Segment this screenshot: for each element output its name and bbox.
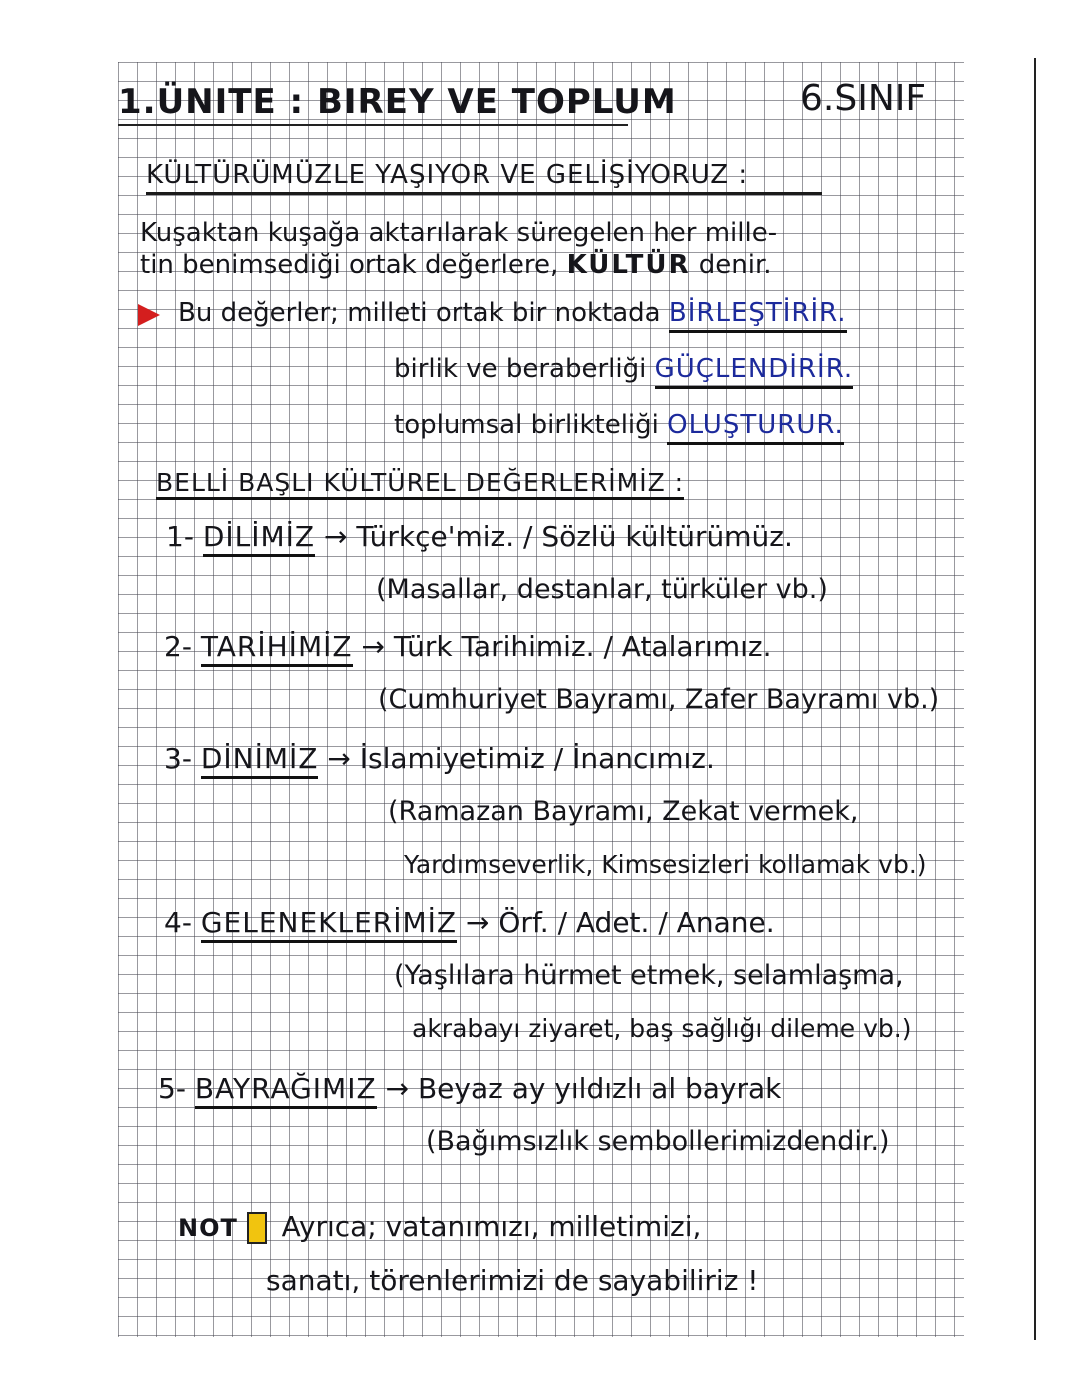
value-item-2 xyxy=(164,630,771,663)
grade-label: 6.SINIF xyxy=(800,78,927,119)
note-text-1: Ayrıca; vatanımızı, milletimizi, xyxy=(281,1210,702,1243)
note-line-2: sanatı, törenlerimizi de sayabiliriz ! xyxy=(266,1264,759,1297)
value-item-5 xyxy=(158,1072,781,1105)
value-desc-3: İslamiyetimiz / İnancımız. xyxy=(359,742,715,775)
value-sub-2-1: (Cumhuriyet Bayramı, Zafer Bayramı vb.) xyxy=(378,684,940,715)
value-desc-4: Örf. / Adet. / Anane. xyxy=(498,906,775,939)
definition-line-2 xyxy=(140,250,772,280)
value-sub-5-1: (Bağımsızlık sembollerimizdendir.) xyxy=(426,1126,890,1157)
page-edge-line xyxy=(1034,58,1036,1340)
arrow-icon: → xyxy=(324,520,348,553)
definition-keyword: KÜLTÜR xyxy=(566,250,691,280)
value-desc-1: Türkçe'miz. / Sözlü kültürümüz. xyxy=(356,520,793,553)
value-label-3: DİNİMİZ xyxy=(201,742,319,779)
bullet-keyword-3: OLUŞTURUR. xyxy=(667,410,844,445)
note-line-1 xyxy=(178,1210,701,1244)
bullet-line-1 xyxy=(178,298,847,328)
values-heading: BELLİ BAŞLI KÜLTÜREL DEĞERLERİMİZ : xyxy=(156,468,684,500)
arrow-icon: → xyxy=(466,906,490,939)
exclamation-icon xyxy=(247,1212,267,1244)
value-item-3 xyxy=(164,742,715,775)
note-label: NOT xyxy=(178,1214,238,1242)
value-num-2: 2- xyxy=(164,630,192,663)
bullet-line-3-start: toplumsal birlikteliği xyxy=(394,410,659,440)
bullet-line-2-start: birlik ve beraberliği xyxy=(394,354,647,384)
value-sub-3-1: (Ramazan Bayramı, Zekat vermek, xyxy=(388,796,859,827)
value-label-5: BAYRAĞIMIZ xyxy=(195,1072,377,1109)
section-heading-underline xyxy=(146,192,822,195)
value-num-4: 4- xyxy=(164,906,192,939)
value-desc-5: Beyaz ay yıldızlı al bayrak xyxy=(417,1072,782,1105)
bullet-line-3 xyxy=(394,410,844,440)
unit-title-underline xyxy=(118,124,628,126)
value-num-3: 3- xyxy=(164,742,192,775)
bullet-line-2 xyxy=(394,354,853,384)
definition-text-end: denir. xyxy=(698,250,772,280)
value-label-2: TARİHİMİZ xyxy=(201,630,353,667)
value-sub-4-2: akrabayı ziyaret, baş sağlığı dileme vb.) xyxy=(412,1014,912,1043)
bullet-intro: Bu değerler; milleti ortak bir noktada xyxy=(178,298,661,328)
value-sub-1-1: (Masallar, destanlar, türküler vb.) xyxy=(376,574,828,605)
play-bullet-icon xyxy=(138,304,160,326)
unit-title: 1.ÜNITE : BIREY VE TOPLUM xyxy=(118,82,677,122)
value-label-4: GELENEKLERİMİZ xyxy=(201,906,457,943)
value-label-1: DİLİMİZ xyxy=(203,520,315,557)
definition-line-1: Kuşaktan kuşağa aktarılarak süregelen her mille- xyxy=(140,218,778,248)
value-num-5: 5- xyxy=(158,1072,186,1105)
arrow-icon: → xyxy=(361,630,385,663)
arrow-icon: → xyxy=(385,1072,410,1105)
value-item-1 xyxy=(166,520,793,553)
value-sub-4-1: (Yaşlılara hürmet etmek, selamlaşma, xyxy=(394,960,904,991)
section-heading: KÜLTÜRÜMÜZLE YAŞIYOR VE GELİŞİYORUZ : xyxy=(146,160,749,190)
value-sub-3-2: Yardımseverlik, Kimsesizleri kollamak vb.) xyxy=(404,850,927,879)
bullet-keyword-1: BİRLEŞTİRİR. xyxy=(669,298,847,333)
arrow-icon: → xyxy=(327,742,351,775)
definition-text-start: tin benimsediği ortak değerlere, xyxy=(140,250,559,280)
value-item-4 xyxy=(164,906,775,939)
value-num-1: 1- xyxy=(166,520,194,553)
bullet-keyword-2: GÜÇLENDİRİR. xyxy=(655,354,854,389)
value-desc-2: Türk Tarihimiz. / Atalarımız. xyxy=(393,630,772,663)
